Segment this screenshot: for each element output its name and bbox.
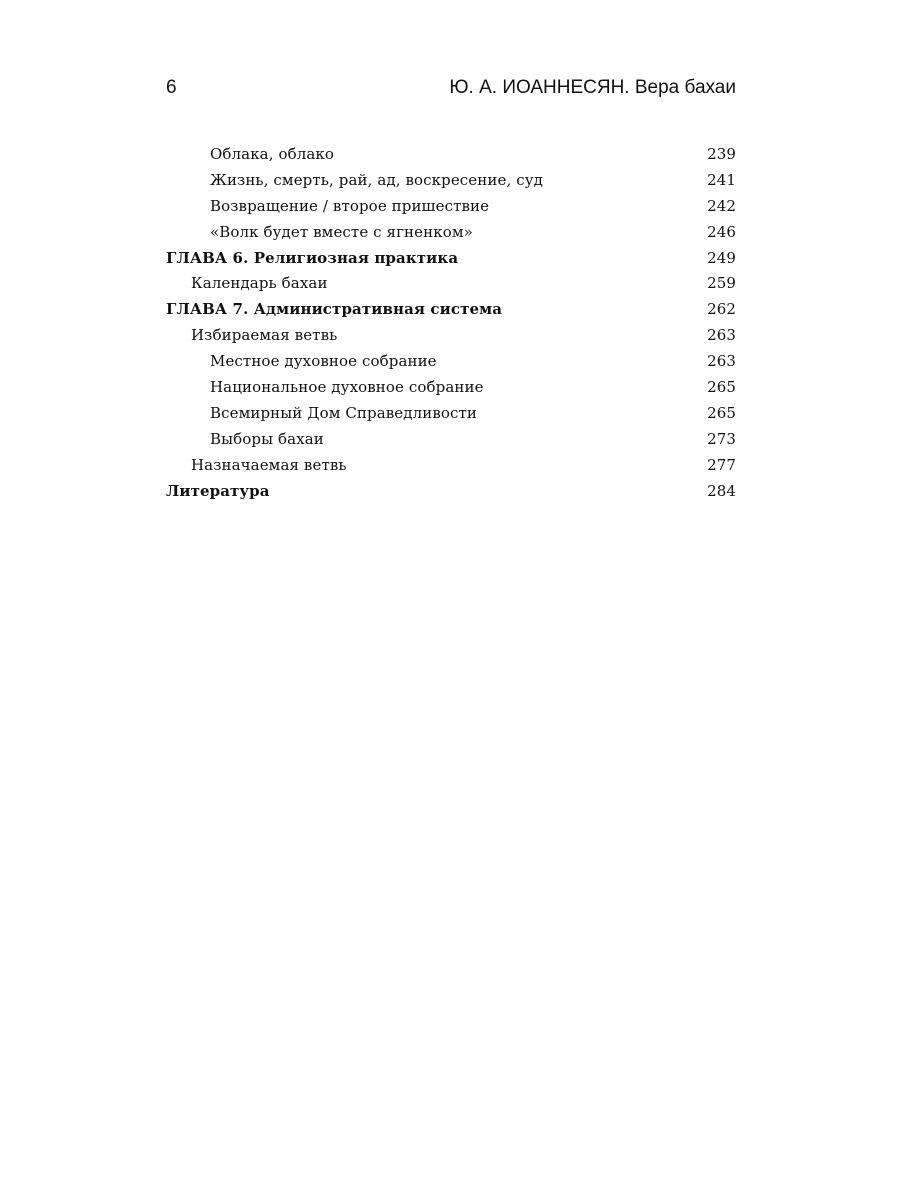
toc-entry: [166, 375, 736, 401]
running-head: [166, 74, 736, 102]
toc-entry-title: Всемирный Дом Справедливости: [210, 404, 483, 422]
page-number: 6: [166, 77, 177, 98]
toc-entry: [166, 323, 736, 349]
toc-entry: [166, 168, 736, 194]
toc-entry-title: Жизнь, смерть, рай, ад, воскресение, суд: [210, 171, 549, 189]
toc-entry: [166, 271, 736, 297]
toc-entry-title: ГЛАВА 6. Религиозная практика: [166, 249, 464, 267]
toc-entry: [166, 194, 736, 220]
toc-entry-title: Назначаемая ветвь: [191, 456, 353, 474]
toc-bibliography-entry: [166, 479, 736, 505]
toc-entry-page: 284: [701, 479, 736, 505]
toc-entry-page: 249: [701, 246, 736, 272]
toc-entry: [166, 142, 736, 168]
table-of-contents: [166, 142, 736, 504]
toc-entry-page: 239: [701, 142, 736, 168]
running-title: Ю. А. ИОАННЕСЯН. Вера бахаи: [449, 77, 736, 98]
toc-entry-page: 277: [701, 453, 736, 479]
toc-entry-title: Облака, облако: [210, 145, 340, 163]
toc-entry-title: Выборы бахаи: [210, 430, 330, 448]
toc-entry-page: 265: [701, 401, 736, 427]
toc-chapter-entry: [166, 297, 736, 323]
toc-entry-page: 263: [701, 349, 736, 375]
toc-entry: [166, 220, 736, 246]
toc-entry-page: 241: [701, 168, 736, 194]
toc-entry: [166, 453, 736, 479]
toc-entry-page: 246: [701, 220, 736, 246]
toc-entry-title: «Волк будет вместе с ягненком»: [210, 223, 479, 241]
toc-chapter-entry: [166, 246, 736, 272]
toc-entry-title: Календарь бахаи: [191, 274, 334, 292]
toc-entry: [166, 427, 736, 453]
toc-entry-title: Возвращение / второе пришествие: [210, 197, 495, 215]
toc-entry-title: Местное духовное собрание: [210, 352, 443, 370]
toc-entry-title: Избираемая ветвь: [191, 326, 343, 344]
toc-entry-page: 259: [701, 271, 736, 297]
toc-entry-page: 265: [701, 375, 736, 401]
toc-entry-title: Литература: [166, 482, 276, 500]
toc-entry-title: Национальное духовное собрание: [210, 378, 490, 396]
toc-entry-title: ГЛАВА 7. Административная система: [166, 300, 508, 318]
toc-entry-page: 273: [701, 427, 736, 453]
toc-entry: [166, 401, 736, 427]
toc-entry: [166, 349, 736, 375]
toc-entry-page: 262: [701, 297, 736, 323]
toc-entry-page: 242: [701, 194, 736, 220]
toc-entry-page: 263: [701, 323, 736, 349]
